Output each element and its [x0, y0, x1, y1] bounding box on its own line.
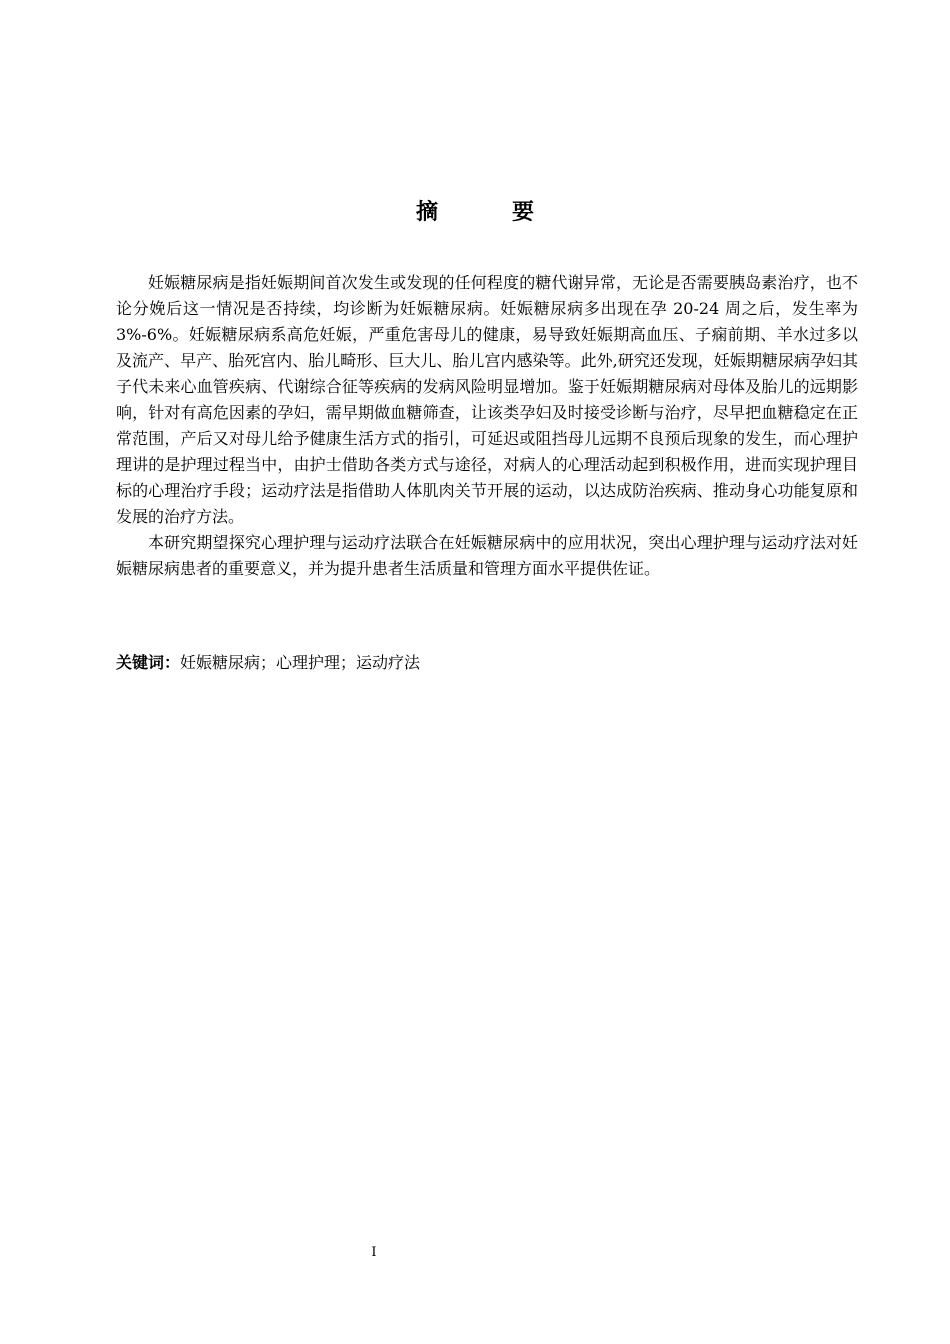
abstract-body: [116, 270, 858, 582]
keywords-line: [116, 650, 858, 676]
keywords-text: 妊娠糖尿病；心理护理；运动疗法: [180, 653, 421, 672]
keywords-label: 关键词：: [116, 653, 181, 672]
page-number: I: [371, 1245, 377, 1260]
abstract-paragraph-1: 妊娠糖尿病是指妊娠期间首次发生或发现的任何程度的糖代谢异常，无论是否需要胰岛素治疗，也不论分娩后这一情况是否持续，均诊断为妊娠糖尿病。妊娠糖尿病多出现在孕 20-24 周之后，发生率为 3%-6%。妊娠糖尿病系高危妊娠，严重危害母儿的健康，易导致妊娠期高血压、子痫前期、羊水过多以及流产、早产、胎死宫内、胎儿畸形、巨大儿、胎儿宫内感染等。此外,研究还发现，妊娠期糖尿病孕妇其子代未来心血管疾病、代谢综合征等疾病的发病风险明显增加。鉴于妊娠期糖尿病对母体及胎儿的远期影响，针对有高危因素的孕妇，需早期做血糖筛查，让该类孕妇及时接受诊断与治疗，尽早把血糖稳定在正常范围，产后又对母儿给予健康生活方式的指引，可延迟或阻挡母儿远期不良预后现象的发生，而心理护理讲的是护理过程当中，由护士借助各类方式与途径，对病人的心理活动起到积极作用，进而实现护理目标的心理治疗手段；运动疗法是指借助人体肌肉关节开展的运动，以达成防治疾病、推动身心功能复原和发展的治疗方法。: [116, 273, 858, 526]
abstract-paragraph-2: 本研究期望探究心理护理与运动疗法联合在妊娠糖尿病中的应用状况，突出心理护理与运动疗法对妊娠糖尿病患者的重要意义，并为提升患者生活质量和管理方面水平提供佐证。: [116, 533, 858, 578]
page-title: 摘 要: [415, 200, 560, 225]
